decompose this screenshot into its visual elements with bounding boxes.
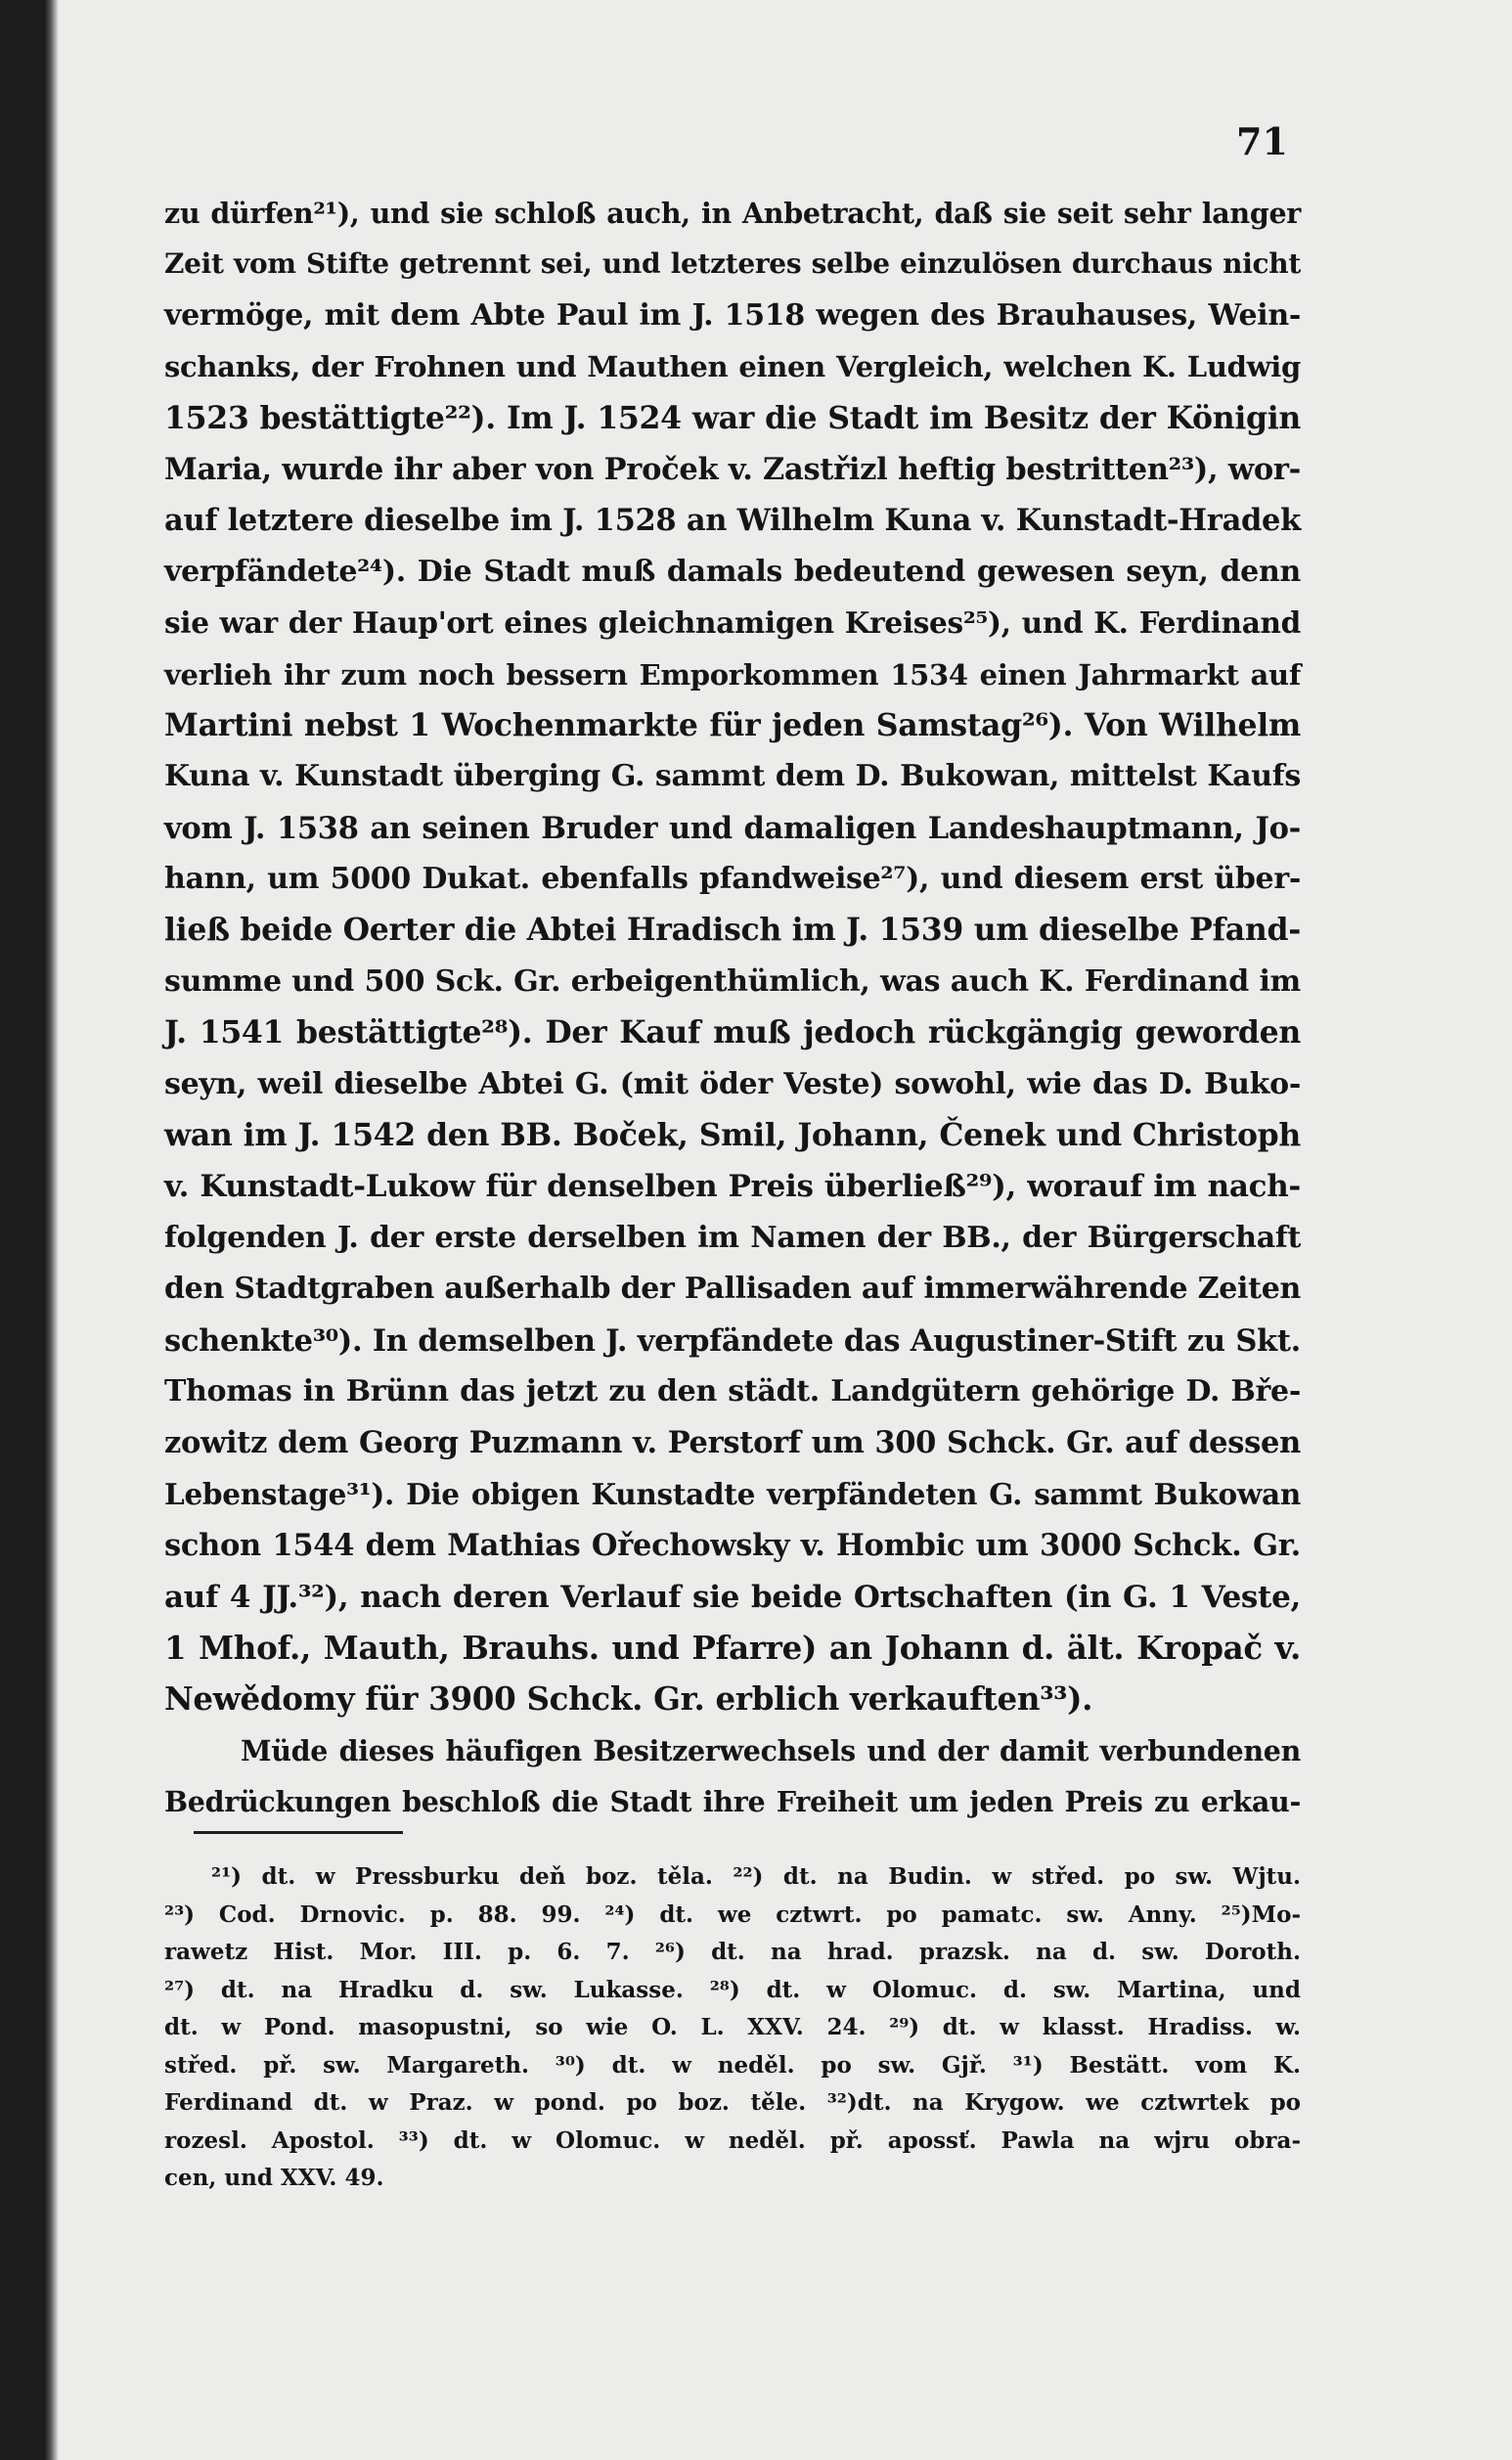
- text-line: Zeit vom Stifte getrennt sei, und letzteres selbe einzulösen durchaus nicht: [164, 247, 1301, 281]
- text-line: wan im J. 1542 den BB. Boček, Smil, Johann, Čenek und Christoph: [164, 1117, 1301, 1154]
- text-line: 1523 bestättigte²²). Im J. 1524 war die Stadt im Besitz der Königin: [164, 399, 1301, 436]
- text-line: Thomas in Brünn das jetzt zu den städt. Landgütern gehörige D. Bře-: [164, 1373, 1301, 1409]
- text-line: vom J. 1538 an seinen Bruder und damaligen Landeshauptmann, Jo-: [164, 810, 1301, 846]
- footnote-line: ²⁷) dt. na Hradku d. sw. Lukasse. ²⁸) dt. w Olomuc. d. sw. Martina, und: [164, 1976, 1301, 2003]
- text-line: schenkte³⁰). In demselben J. verpfändete das Augustiner-Stift zu Skt.: [164, 1322, 1301, 1359]
- text-line: Lebenstage³¹). Die obigen Kunstadte verpfändeten G. sammt Bukowan: [164, 1476, 1301, 1511]
- body-text: [164, 188, 1301, 1828]
- footnote-separator: [194, 1831, 403, 1834]
- text-line: seyn, weil dieselbe Abtei G. (mit öder Veste) sowohl, wie das D. Buko-: [164, 1066, 1301, 1101]
- text-line: verpfändete²⁴). Die Stadt muß damals bedeutend gewesen seyn, denn: [164, 554, 1301, 589]
- text-line: vermöge, mit dem Abte Paul im J. 1518 wegen des Brauhauses, Wein-: [164, 297, 1301, 333]
- footnote-line: ²¹) dt. w Pressburku deň boz. těla. ²²) dt. na Budin. w střed. po sw. Wjtu.: [211, 1863, 1301, 1890]
- text-line: Kuna v. Kunstadt überging G. sammt dem D. Bukowan, mittelst Kaufs: [164, 759, 1301, 794]
- page-edge-shadow: [0, 0, 59, 2460]
- text-line: auf letztere dieselbe im J. 1528 an Wilhelm Kuna v. Kunstadt-Hradek: [164, 503, 1301, 539]
- text-line: folgenden J. der erste derselben im Namen der BB., der Bürgerschaft: [164, 1220, 1301, 1255]
- text-line: Newědomy für 3900 Schck. Gr. erblich verkauften³³).: [164, 1679, 1093, 1719]
- text-line: schon 1544 dem Mathias Ořechowsky v. Hombic um 3000 Schck. Gr.: [164, 1528, 1301, 1564]
- text-line: Maria, wurde ihr aber von Proček v. Zastřizl heftig bestritten²³), wor-: [164, 451, 1301, 487]
- text-line: Bedrückungen beschloß die Stadt ihre Freiheit um jeden Preis zu erkau-: [164, 1785, 1301, 1819]
- footnote-line: rozesl. Apostol. ³³) dt. w Olomuc. w neděl. př. apossť. Pawla na wjru obra-: [164, 2126, 1301, 2154]
- text-line: ließ beide Oerter die Abtei Hradisch im J. 1539 um dieselbe Pfand-: [164, 912, 1301, 949]
- footnote-line: cen, und XXV. 49.: [164, 2165, 384, 2191]
- footnote-line: dt. w Pond. masopustni, so wie O. L. XXV. 24. ²⁹) dt. w klasst. Hradiss. w.: [164, 2014, 1301, 2040]
- text-line: zowitz dem Georg Puzmann v. Perstorf um 300 Schck. Gr. auf dessen: [164, 1425, 1301, 1461]
- text-line: den Stadtgraben außerhalb der Pallisaden auf immerwährende Zeiten: [164, 1272, 1301, 1307]
- text-line: v. Kunstadt-Lukow für denselben Preis überließ²⁹), worauf im nach-: [164, 1169, 1301, 1205]
- footnotes: [164, 1858, 1301, 2198]
- text-line: summe und 500 Sck. Gr. erbeigenthümlich, was auch K. Ferdinand im: [164, 963, 1301, 999]
- text-line: sie war der Haup'ort eines gleichnamigen Kreises²⁵), und K. Ferdinand: [164, 605, 1301, 641]
- text-line: Müde dieses häufigen Besitzerwechsels und der damit verbundenen: [241, 1733, 1301, 1767]
- text-line: J. 1541 bestättigte²⁸). Der Kauf muß jedoch rückgängig geworden: [164, 1014, 1301, 1051]
- text-line: schanks, der Frohnen und Mauthen einen Vergleich, welchen K. Ludwig: [164, 350, 1301, 384]
- text-line: verlieh ihr zum noch bessern Emporkommen 1534 einen Jahrmarkt auf: [164, 657, 1301, 692]
- footnote-line: rawetz Hist. Mor. III. p. 6. 7. ²⁶) dt. na hrad. prazsk. na d. sw. Doroth.: [164, 1939, 1301, 1965]
- text-line: Martini nebst 1 Wochenmarkte für jeden Samstag²⁶). Von Wilhelm: [164, 706, 1301, 743]
- text-line: auf 4 JJ.³²), nach deren Verlauf sie beide Ortschaften (in G. 1 Veste,: [164, 1579, 1301, 1615]
- footnote-line: střed. př. sw. Margareth. ³⁰) dt. w neděl. po sw. Gjř. ³¹) Bestätt. vom K.: [164, 2051, 1301, 2079]
- footnote-line: ²³) Cod. Drnovic. p. 88. 99. ²⁴) dt. we cztwrt. po pamatc. sw. Anny. ²⁵)Mo-: [164, 1901, 1301, 1928]
- footnote-line: Ferdinand dt. w Praz. w pond. po boz. těle. ³²)dt. na Krygow. we cztwrtek po: [164, 2089, 1301, 2116]
- text-line: zu dürfen²¹), und sie schloß auch, in Anbetracht, daß sie seit sehr langer: [164, 197, 1301, 230]
- page-number: 71: [1236, 119, 1288, 163]
- text-line: 1 Mhof., Mauth, Brauhs. und Pfarre) an Johann d. ält. Kropač v.: [164, 1628, 1301, 1667]
- text-line: hann, um 5000 Dukat. ebenfalls pfandweise²⁷), und diesem erst über-: [164, 862, 1301, 897]
